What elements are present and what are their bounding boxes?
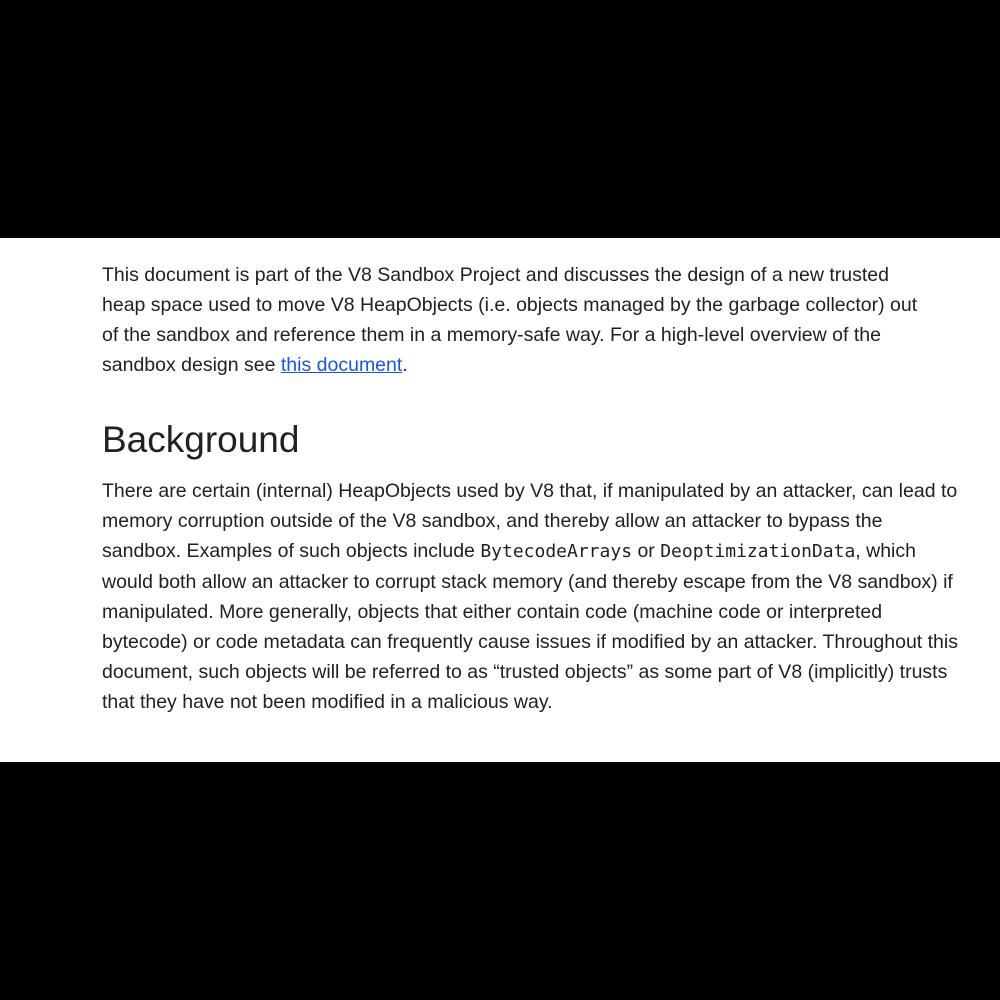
code-deoptimizationdata: DeoptimizationData: [660, 541, 856, 562]
background-heading: Background: [102, 419, 300, 460]
document-content: [102, 260, 972, 717]
document-page: [0, 238, 1000, 762]
intro-text: This document is part of the V8 Sandbox Project and discusses the design of a new trusted heap space used to move V8 HeapObjects (i.e. objects managed by the garbage collector) out of the sandbox and reference them in a memory-safe way. For a high-level overview of the sandbox design see: [102, 264, 918, 376]
this-document-link[interactable]: this document: [280, 354, 403, 376]
background-text-part3: , which would both allow an attacker to corrupt stack memory (and thereby escape from the V8 sandbox) if manipulated. More generally, objects that either contain code (machine code or interpreted bytecode) or code metadata can frequently cause issues if modified by an attacker. Throughout this document, such objects will be referred to as “trusted objects” as some part of V8 (implicitly) trusts that they have not been modified in a malicious way.: [102, 540, 958, 713]
code-bytecodearrays: BytecodeArrays: [480, 541, 633, 562]
intro-paragraph: [102, 260, 932, 380]
background-text-part1: There are certain (internal) HeapObjects used by V8 that, if manipulated by an attacker, can lead to memory corruption outside of the V8 sandbox, and thereby allow an attacker to bypass the sandbox. Examples of such objects include: [102, 480, 958, 562]
background-paragraph: [102, 476, 962, 717]
background-text-part2: or: [632, 540, 661, 562]
intro-text-end: .: [402, 354, 408, 376]
